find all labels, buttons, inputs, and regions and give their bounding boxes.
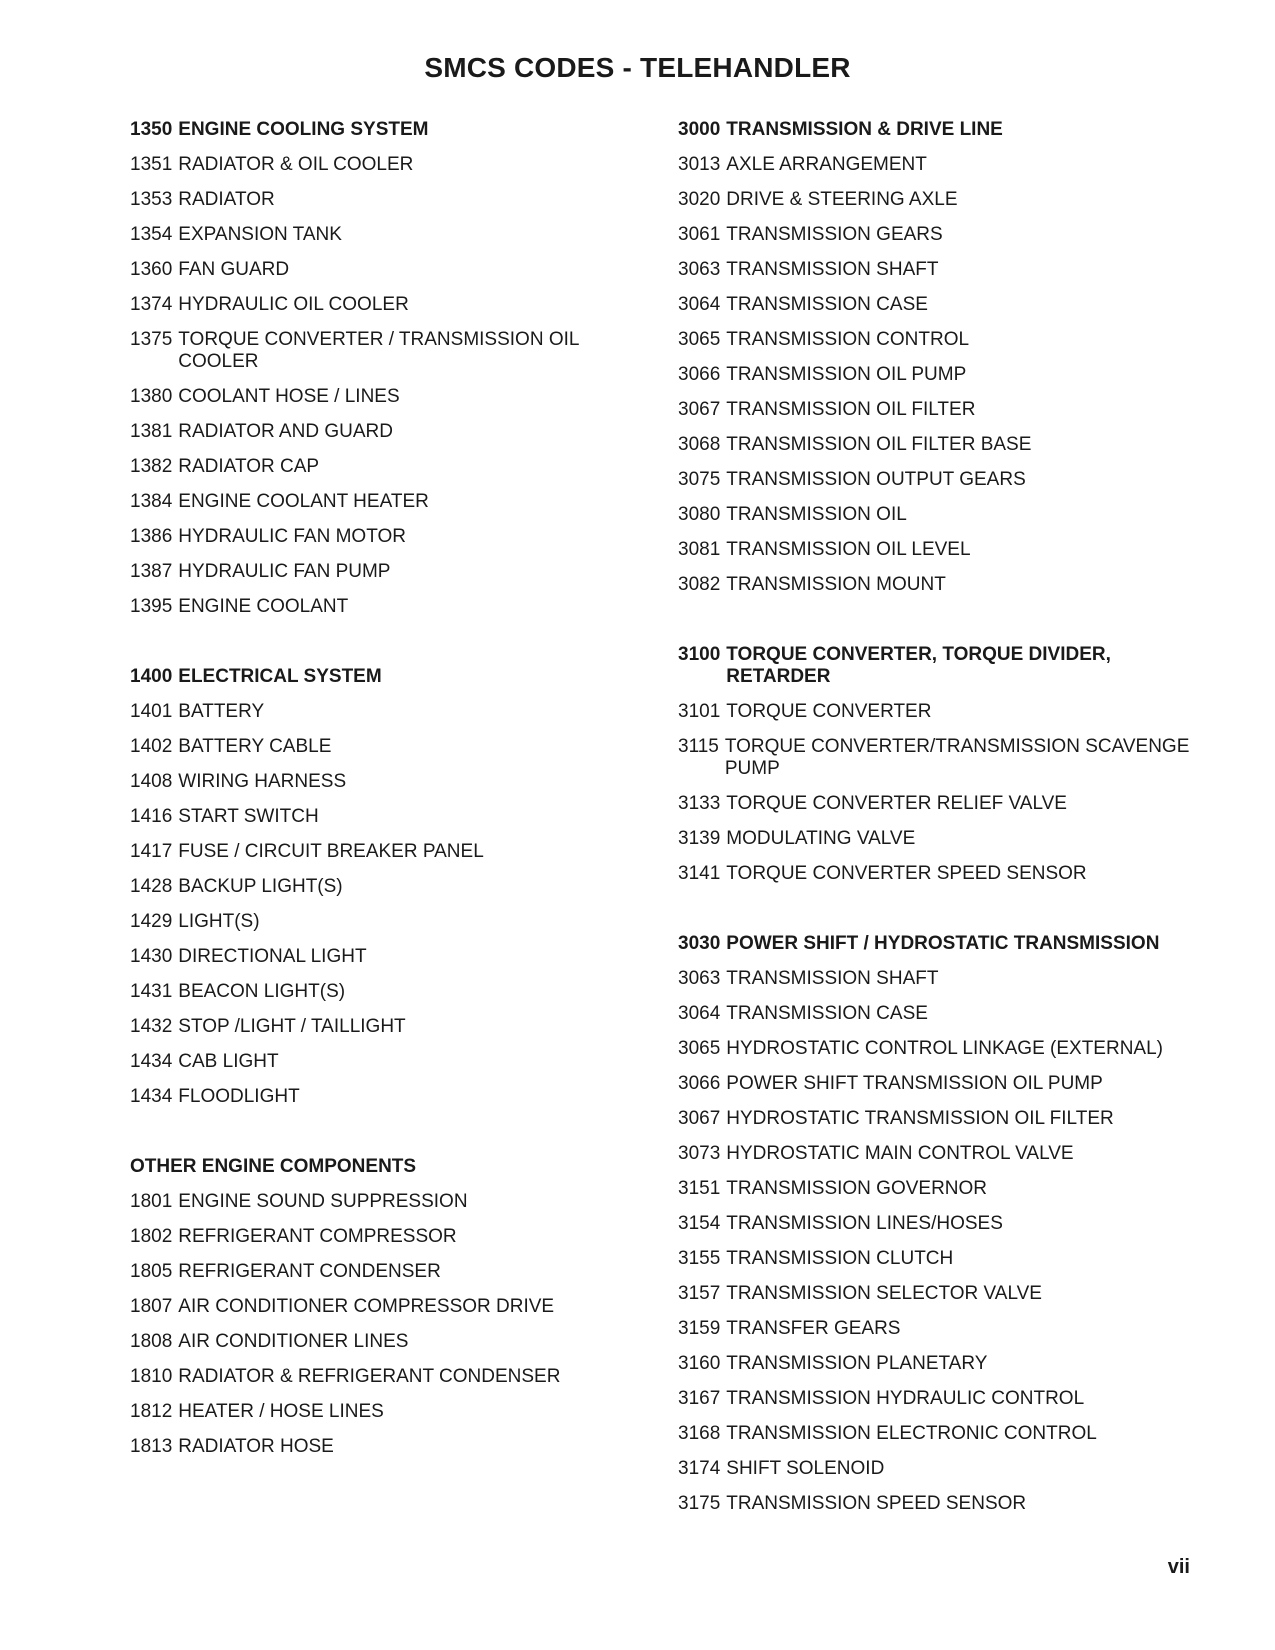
smcs-code: 1802 — [130, 1226, 173, 1247]
code-entry — [130, 561, 650, 583]
smcs-code: 3151 — [678, 1178, 721, 1199]
component-label: TRANSMISSION CASE — [726, 294, 928, 315]
smcs-code: 3167 — [678, 1388, 721, 1409]
smcs-code: 1805 — [130, 1261, 173, 1282]
component-label: HYDRAULIC FAN PUMP — [178, 561, 391, 582]
component-label: TRANSMISSION CONTROL — [726, 329, 970, 350]
smcs-code: 1812 — [130, 1401, 173, 1422]
smcs-code: 1384 — [130, 491, 173, 512]
component-label: MODULATING VALVE — [726, 828, 916, 849]
component-label: POWER SHIFT / HYDROSTATIC TRANSMISSION — [726, 933, 1160, 954]
smcs-code: 3155 — [678, 1248, 721, 1269]
code-entry — [130, 1401, 650, 1423]
component-label: TORQUE CONVERTER — [726, 701, 932, 722]
component-label: TRANSMISSION SHAFT — [726, 968, 939, 989]
component-label: START SWITCH — [178, 806, 319, 827]
section-spacer — [130, 1121, 650, 1156]
left-column — [130, 119, 650, 1471]
right-column — [678, 119, 1198, 1528]
smcs-code: 1350 — [130, 119, 173, 140]
smcs-code: 1395 — [130, 596, 173, 617]
code-entry — [678, 189, 1198, 211]
component-label: RADIATOR CAP — [178, 456, 320, 477]
component-label: LIGHT(S) — [178, 911, 260, 932]
smcs-code: 1353 — [130, 189, 173, 210]
component-label: TRANSMISSION & DRIVE LINE — [726, 119, 1003, 140]
component-label: TRANSMISSION CLUTCH — [726, 1248, 954, 1269]
code-entry — [130, 1086, 650, 1108]
component-label: TRANSMISSION ELECTRONIC CONTROL — [726, 1423, 1097, 1444]
component-label: TORQUE CONVERTER SPEED SENSOR — [726, 863, 1087, 884]
component-label: AXLE ARRANGEMENT — [726, 154, 927, 175]
component-label: TRANSMISSION OUTPUT GEARS — [726, 469, 1026, 490]
smcs-code: 3174 — [678, 1458, 721, 1479]
component-label: AIR CONDITIONER COMPRESSOR DRIVE — [178, 1296, 555, 1317]
section-heading — [130, 1156, 650, 1178]
code-entry — [130, 946, 650, 968]
section-spacer — [678, 898, 1198, 933]
smcs-code: 3067 — [678, 1108, 721, 1129]
code-entry — [130, 154, 650, 176]
code-entry — [678, 1213, 1198, 1235]
smcs-code: 3101 — [678, 701, 721, 722]
code-entry — [678, 1388, 1198, 1410]
code-entry — [678, 574, 1198, 596]
component-label: COOLANT HOSE / LINES — [178, 386, 400, 407]
code-entry — [130, 259, 650, 281]
code-entry — [678, 504, 1198, 526]
smcs-code: 3068 — [678, 434, 721, 455]
component-label: RADIATOR — [178, 189, 275, 210]
code-entry — [130, 386, 650, 408]
code-entry — [130, 329, 650, 373]
component-label: FUSE / CIRCUIT BREAKER PANEL — [178, 841, 484, 862]
component-label: POWER SHIFT TRANSMISSION OIL PUMP — [726, 1073, 1103, 1094]
code-entry — [130, 596, 650, 618]
smcs-code: 3157 — [678, 1283, 721, 1304]
component-label: HYDROSTATIC MAIN CONTROL VALVE — [726, 1143, 1074, 1164]
smcs-code: 3082 — [678, 574, 721, 595]
code-entry — [678, 434, 1198, 456]
code-entry — [678, 1248, 1198, 1270]
code-entry — [678, 1178, 1198, 1200]
code-entry — [678, 1423, 1198, 1445]
component-label: AIR CONDITIONER LINES — [178, 1331, 409, 1352]
code-entry — [130, 491, 650, 513]
component-label: OTHER ENGINE COMPONENTS — [130, 1156, 417, 1177]
code-entry — [678, 828, 1198, 850]
component-label: HYDROSTATIC CONTROL LINKAGE (EXTERNAL) — [726, 1038, 1163, 1059]
component-label: ENGINE COOLANT HEATER — [178, 491, 429, 512]
page-number: vii — [1167, 1556, 1190, 1578]
component-label: TRANSMISSION SPEED SENSOR — [726, 1493, 1027, 1514]
code-entry — [130, 189, 650, 211]
code-entry — [678, 294, 1198, 316]
smcs-code: 1380 — [130, 386, 173, 407]
component-label: SHIFT SOLENOID — [726, 1458, 885, 1479]
smcs-code: 1429 — [130, 911, 173, 932]
smcs-code: 1813 — [130, 1436, 173, 1457]
smcs-code: 1374 — [130, 294, 173, 315]
code-entry — [130, 421, 650, 443]
component-label: WIRING HARNESS — [178, 771, 347, 792]
code-entry — [130, 771, 650, 793]
page-title: SMCS CODES - TELEHANDLER — [424, 52, 851, 83]
code-entry — [130, 1051, 650, 1073]
smcs-code: 3064 — [678, 294, 721, 315]
smcs-code: 1428 — [130, 876, 173, 897]
component-label: TRANSMISSION CASE — [726, 1003, 928, 1024]
component-label: ENGINE COOLING SYSTEM — [178, 119, 429, 140]
smcs-code: 1401 — [130, 701, 173, 722]
smcs-code: 3063 — [678, 968, 721, 989]
smcs-code: 3061 — [678, 224, 721, 245]
section-heading — [678, 644, 1198, 688]
component-label: EXPANSION TANK — [178, 224, 342, 245]
code-entry — [130, 806, 650, 828]
code-entry — [678, 329, 1198, 351]
smcs-code: 1386 — [130, 526, 173, 547]
smcs-code: 3154 — [678, 1213, 721, 1234]
component-label: TRANSMISSION SHAFT — [726, 259, 939, 280]
code-entry — [130, 1296, 650, 1318]
component-label: TRANSMISSION MOUNT — [726, 574, 946, 595]
smcs-code: 1408 — [130, 771, 173, 792]
component-label: TRANSMISSION OIL LEVEL — [726, 539, 971, 560]
component-label: HEATER / HOSE LINES — [178, 1401, 384, 1422]
component-label: RADIATOR AND GUARD — [178, 421, 393, 442]
code-entry — [678, 1353, 1198, 1375]
code-entry — [130, 981, 650, 1003]
smcs-code: 1432 — [130, 1016, 173, 1037]
component-label: TRANSMISSION OIL — [726, 504, 907, 525]
code-entry — [130, 1016, 650, 1038]
smcs-code: 3020 — [678, 189, 721, 210]
component-label: RADIATOR HOSE — [178, 1436, 334, 1457]
component-label: ENGINE SOUND SUPPRESSION — [178, 1191, 468, 1212]
component-label: RADIATOR & REFRIGERANT CONDENSER — [178, 1366, 561, 1387]
smcs-code: 1382 — [130, 456, 173, 477]
component-label: TORQUE CONVERTER RELIEF VALVE — [726, 793, 1067, 814]
section-heading — [678, 933, 1198, 955]
smcs-code: 3175 — [678, 1493, 721, 1514]
component-label: CAB LIGHT — [178, 1051, 279, 1072]
smcs-code: 3075 — [678, 469, 721, 490]
smcs-code: 3080 — [678, 504, 721, 525]
smcs-code: 3065 — [678, 1038, 721, 1059]
code-entry — [130, 1331, 650, 1353]
smcs-code: 1416 — [130, 806, 173, 827]
smcs-code: 3115 — [678, 736, 719, 757]
code-entry — [130, 701, 650, 723]
smcs-code: 1354 — [130, 224, 173, 245]
smcs-code: 3100 — [678, 644, 721, 665]
section-heading — [130, 119, 650, 141]
code-entry — [130, 1366, 650, 1388]
component-label: FAN GUARD — [178, 259, 290, 280]
smcs-code: 1430 — [130, 946, 173, 967]
code-entry — [130, 841, 650, 863]
code-entry — [678, 1038, 1198, 1060]
code-entry — [130, 1261, 650, 1283]
smcs-code: 1810 — [130, 1366, 173, 1387]
component-label: DRIVE & STEERING AXLE — [726, 189, 958, 210]
code-entry — [678, 1108, 1198, 1130]
code-entry — [130, 1436, 650, 1458]
code-entry — [678, 863, 1198, 885]
smcs-code: 1387 — [130, 561, 173, 582]
code-entry — [130, 294, 650, 316]
smcs-code: 3159 — [678, 1318, 721, 1339]
section-spacer — [678, 609, 1198, 644]
code-entry — [678, 364, 1198, 386]
component-label: STOP /LIGHT / TAILLIGHT — [178, 1016, 406, 1037]
component-label: HYDRAULIC OIL COOLER — [178, 294, 409, 315]
smcs-code: 3000 — [678, 119, 721, 140]
smcs-code: 1351 — [130, 154, 173, 175]
smcs-code: 1807 — [130, 1296, 173, 1317]
component-label: TORQUE CONVERTER / TRANSMISSION OIL COOLER — [178, 329, 579, 372]
code-entry — [678, 736, 1198, 780]
smcs-code: 3013 — [678, 154, 721, 175]
component-label: BATTERY — [178, 701, 265, 722]
component-label: BACKUP LIGHT(S) — [178, 876, 343, 897]
smcs-code: 1434 — [130, 1086, 173, 1107]
component-label: TRANSMISSION PLANETARY — [726, 1353, 988, 1374]
component-label: TRANSFER GEARS — [726, 1318, 901, 1339]
component-label: HYDRAULIC FAN MOTOR — [178, 526, 406, 547]
component-label: RADIATOR & OIL COOLER — [178, 154, 414, 175]
code-entry — [678, 968, 1198, 990]
smcs-code: 3081 — [678, 539, 721, 560]
smcs-code: 3133 — [678, 793, 721, 814]
section-heading — [130, 666, 650, 688]
code-entry — [678, 154, 1198, 176]
smcs-code: 3160 — [678, 1353, 721, 1374]
smcs-code: 3064 — [678, 1003, 721, 1024]
smcs-code: 1801 — [130, 1191, 173, 1212]
code-entry — [678, 469, 1198, 491]
code-entry — [678, 539, 1198, 561]
smcs-code: 1400 — [130, 666, 173, 687]
smcs-code: 1417 — [130, 841, 173, 862]
code-entry — [678, 1283, 1198, 1305]
smcs-code: 1808 — [130, 1331, 173, 1352]
smcs-code: 1375 — [130, 329, 173, 350]
smcs-code: 3141 — [678, 863, 721, 884]
component-label: HYDROSTATIC TRANSMISSION OIL FILTER — [726, 1108, 1114, 1129]
code-entry — [678, 1003, 1198, 1025]
smcs-code: 3065 — [678, 329, 721, 350]
code-entry — [678, 1143, 1198, 1165]
code-entry — [130, 456, 650, 478]
component-label: ENGINE COOLANT — [178, 596, 349, 617]
smcs-code: 3066 — [678, 364, 721, 385]
smcs-code: 3067 — [678, 399, 721, 420]
code-entry — [678, 259, 1198, 281]
component-label: TRANSMISSION GOVERNOR — [726, 1178, 988, 1199]
component-label: ELECTRICAL SYSTEM — [178, 666, 382, 687]
component-label: BATTERY CABLE — [178, 736, 332, 757]
code-entry — [678, 1458, 1198, 1480]
component-label: TRANSMISSION GEARS — [726, 224, 943, 245]
smcs-code: 3063 — [678, 259, 721, 280]
code-entry — [678, 793, 1198, 815]
component-label: BEACON LIGHT(S) — [178, 981, 346, 1002]
smcs-code: 3030 — [678, 933, 721, 954]
component-label: TRANSMISSION SELECTOR VALVE — [726, 1283, 1042, 1304]
component-label: TRANSMISSION HYDRAULIC CONTROL — [726, 1388, 1085, 1409]
component-label: TRANSMISSION OIL FILTER — [726, 399, 976, 420]
smcs-code: 1431 — [130, 981, 173, 1002]
smcs-code: 1402 — [130, 736, 173, 757]
smcs-code: 1381 — [130, 421, 173, 442]
code-entry — [130, 1226, 650, 1248]
smcs-code: 3073 — [678, 1143, 721, 1164]
smcs-code: 3168 — [678, 1423, 721, 1444]
code-entry — [678, 399, 1198, 421]
code-entry — [678, 1493, 1198, 1515]
component-label: TORQUE CONVERTER/TRANSMISSION SCAVENGE PUMP — [724, 736, 1190, 779]
section-spacer — [130, 631, 650, 666]
code-entry — [678, 1073, 1198, 1095]
code-entry — [130, 1191, 650, 1213]
component-label: TRANSMISSION OIL FILTER BASE — [726, 434, 1032, 455]
code-entry — [130, 876, 650, 898]
code-entry — [678, 701, 1198, 723]
component-label: DIRECTIONAL LIGHT — [178, 946, 367, 967]
component-label: REFRIGERANT CONDENSER — [178, 1261, 441, 1282]
smcs-code: 1434 — [130, 1051, 173, 1072]
smcs-code: 3066 — [678, 1073, 721, 1094]
component-label: REFRIGERANT COMPRESSOR — [178, 1226, 457, 1247]
component-label: TRANSMISSION LINES/HOSES — [726, 1213, 1003, 1234]
code-entry — [130, 736, 650, 758]
section-heading — [678, 119, 1198, 141]
code-entry — [130, 526, 650, 548]
component-label: TRANSMISSION OIL PUMP — [726, 364, 967, 385]
smcs-code: 1360 — [130, 259, 173, 280]
code-entry — [130, 911, 650, 933]
component-label: FLOODLIGHT — [178, 1086, 300, 1107]
code-entry — [678, 1318, 1198, 1340]
code-entry — [678, 224, 1198, 246]
component-label: TORQUE CONVERTER, TORQUE DIVIDER, RETARDER — [726, 644, 1111, 687]
code-entry — [130, 224, 650, 246]
smcs-code: 3139 — [678, 828, 721, 849]
